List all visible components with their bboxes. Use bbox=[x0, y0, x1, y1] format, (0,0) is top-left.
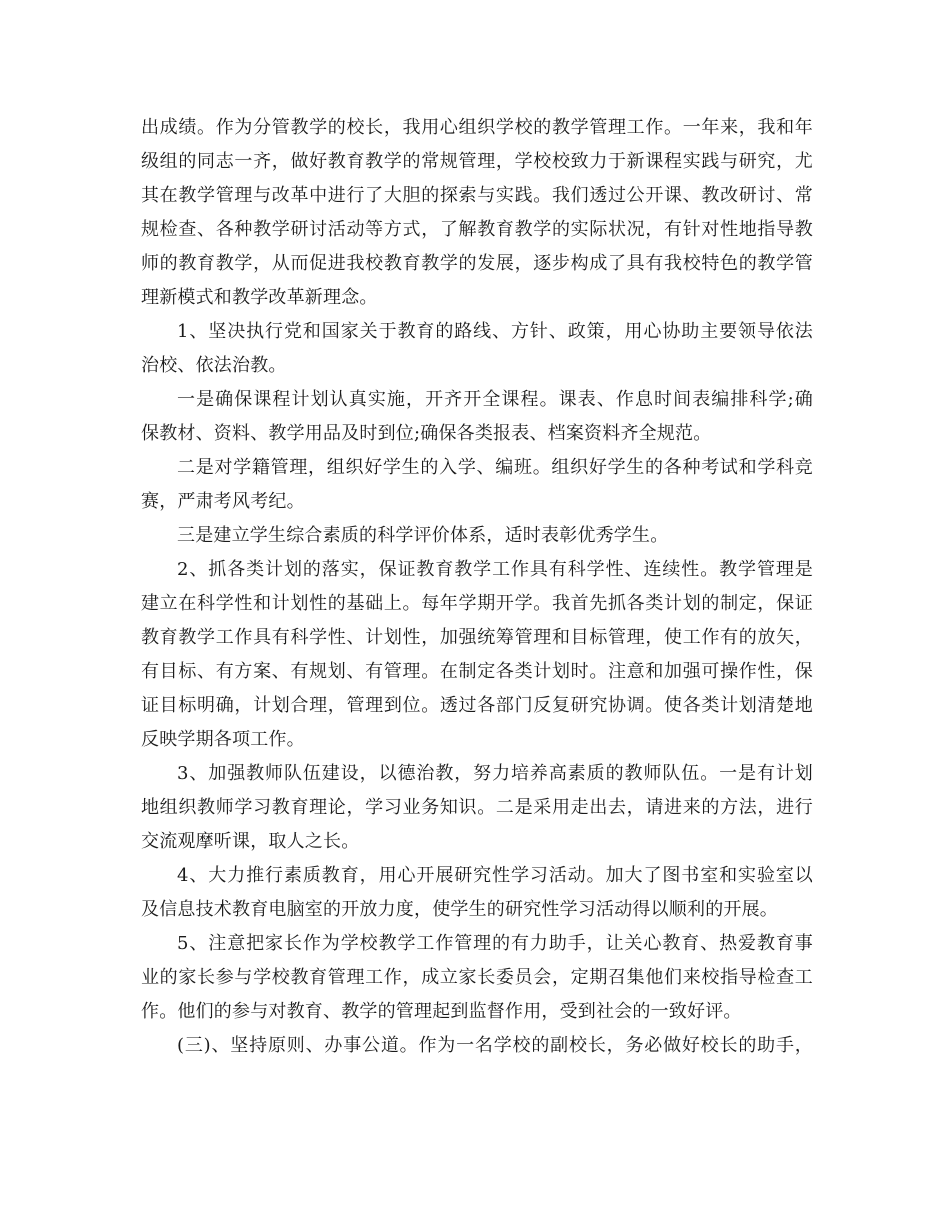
text-line: 治校、依法治教。 bbox=[141, 355, 287, 376]
text-line: 二是对学籍管理，组织好学生的入学、编班。组织好学生的各种考试和学科竞 bbox=[177, 457, 813, 478]
text-line: 三是建立学生综合素质的科学评价体系，适时表彰优秀学生。 bbox=[177, 525, 669, 546]
text-line: (三)、坚持原则、办事公道。作为一名学校的副校长，务必做好校长的助手， bbox=[177, 1035, 813, 1056]
text-line: 3、加强教师队伍建设，以德治教，努力培养高素质的教师队伍。一是有计划 bbox=[177, 763, 813, 784]
text-line: 理新模式和教学改革新理念。 bbox=[141, 287, 378, 308]
text-line: 业的家长参与学校教育管理工作，成立家长委员会，定期召集他们来校指导检查工 bbox=[141, 967, 813, 988]
text-line: 教育教学工作具有科学性、计划性，加强统筹管理和目标管理，使工作有的放矢， bbox=[141, 627, 813, 648]
text-line: 证目标明确，计划合理，管理到位。透过各部门反复研究协调。使各类计划清楚地 bbox=[141, 695, 813, 716]
text-line: 级组的同志一齐，做好教育教学的常规管理，学校校致力于新课程实践与研究，尤 bbox=[141, 151, 813, 172]
text-line: 保教材、资料、教学用品及时到位;确保各类报表、档案资料齐全规范。 bbox=[141, 423, 712, 444]
text-line: 出成绩。作为分管教学的校长，我用心组织学校的教学管理工作。一年来，我和年 bbox=[141, 117, 813, 138]
text-line: 1、坚决执行党和国家关于教育的路线、方针、政策，用心协助主要领导依法 bbox=[177, 321, 813, 342]
text-line: 地组织教师学习教育理论，学习业务知识。二是采用走出去，请进来的方法，进行 bbox=[141, 797, 813, 818]
text-line: 4、大力推行素质教育，用心开展研究性学习活动。加大了图书室和实验室以 bbox=[177, 865, 813, 886]
text-line: 有目标、有方案、有规划、有管理。在制定各类计划时。注意和加强可操作性，保 bbox=[141, 661, 813, 682]
text-line: 2、抓各类计划的落实，保证教育教学工作具有科学性、连续性。教学管理是 bbox=[177, 559, 813, 580]
document-body bbox=[141, 111, 813, 1063]
text-line: 建立在科学性和计划性的基础上。每年学期开学。我首先抓各类计划的制定，保证 bbox=[141, 593, 813, 614]
text-line: 及信息技术教育电脑室的开放力度，使学生的研究性学习活动得以顺利的开展。 bbox=[141, 899, 778, 920]
text-line: 师的教育教学，从而促进我校教育教学的发展，逐步构成了具有我校特色的教学管 bbox=[141, 253, 813, 274]
text-line: 作。他们的参与对教育、教学的管理起到监督作用，受到社会的一致好评。 bbox=[141, 1001, 742, 1022]
text-line: 赛，严肃考风考纪。 bbox=[141, 491, 305, 512]
text-line: 交流观摩听课，取人之长。 bbox=[141, 831, 360, 852]
text-line: 其在教学管理与改革中进行了大胆的探索与实践。我们透过公开课、教改研讨、常 bbox=[141, 185, 813, 206]
text-line: 一是确保课程计划认真实施，开齐开全课程。课表、作息时间表编排科学;确 bbox=[177, 389, 813, 410]
text-line: 规检查、各种教学研讨活动等方式，了解教育教学的实际状况，有针对性地指导教 bbox=[141, 219, 813, 240]
text-line: 反映学期各项工作。 bbox=[141, 729, 305, 750]
text-line: 5、注意把家长作为学校教学工作管理的有力助手，让关心教育、热爱教育事 bbox=[177, 933, 813, 954]
